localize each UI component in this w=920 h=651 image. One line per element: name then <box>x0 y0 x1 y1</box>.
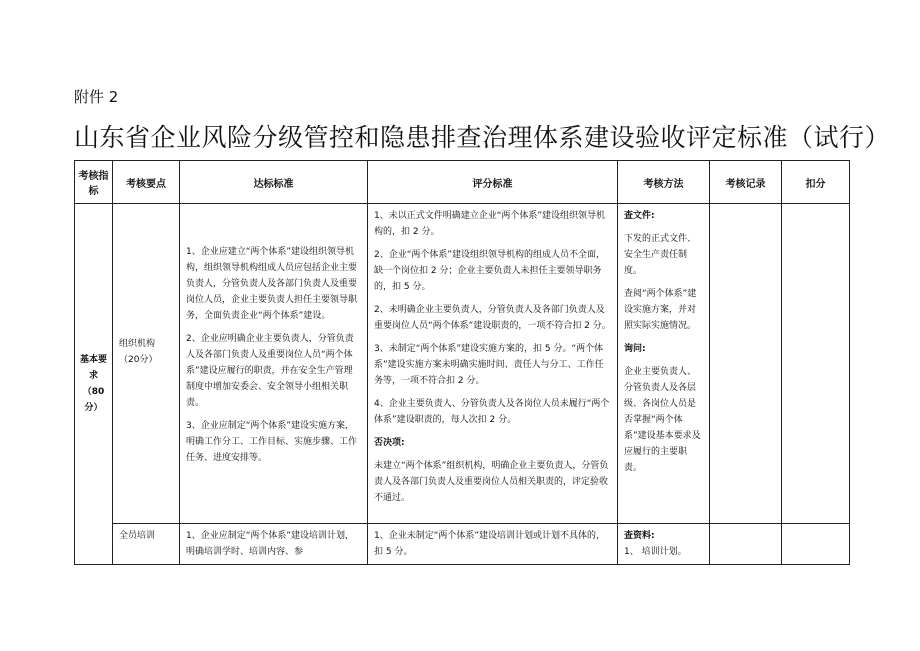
header-deduction: 扣分 <box>782 161 850 204</box>
veto-text: 未建立“两个体系”组织机构，明确企业主要负责人，分管负责人及各部门负责人及重要岗位人员相关职责的，评定验收不通过。 <box>374 461 609 503</box>
document-title: 山东省企业风险分级管控和隐患排查治理体系建设验收评定标准（试行） <box>74 123 891 152</box>
scoring-item: 1、未以正式文件明确建立企业“两个体系”建设组织领导机构的，扣 2 分。 <box>374 211 606 237</box>
table-row <box>75 204 850 524</box>
method-item: 1、 培训计划。 <box>624 547 687 557</box>
scoring-item: 2、未明确企业主要负责人，分管负责人及各部门负责人及重要岗位人员“两个体系”建设职责的，一项不符合扣 2 分。 <box>374 305 611 331</box>
attachment-label: 附件 2 <box>74 88 119 106</box>
standard-cell: 1、企业应制定“两个体系”建设培训计划，明确培训学时、培训内容、参 <box>180 524 368 565</box>
header-scoring: 评分标准 <box>368 161 618 204</box>
header-point: 考核要点 <box>113 161 180 204</box>
point-score: （20分） <box>119 355 158 365</box>
point-training: 全员培训 <box>113 524 180 565</box>
record-cell <box>710 204 782 524</box>
deduction-cell <box>782 524 850 565</box>
method-cell <box>618 204 710 524</box>
scoring-item: 2、企业“两个体系”建设组织领导机构的组成人员不全面，缺一个岗位扣 2 分；企业主要负责人未担任主要领导职务的，扣 5 分。 <box>374 250 606 292</box>
method-doc-item: 查阅“两个体系”建设实施方案，并对照实际实施情况。 <box>624 289 697 331</box>
point-name: 组织机构 <box>119 339 156 349</box>
method-doc-label: 查文件: <box>624 211 655 221</box>
standard-item: 2、企业应明确企业主要负责人，分管负责人及各部门负责人及重要岗位人员“两个体系”建设应履行的职责，并在安全生产管理制度中增加安委会、安全领导小组相关职责。 <box>186 334 354 408</box>
record-cell <box>710 524 782 565</box>
header-method: 考核方法 <box>618 161 710 204</box>
scoring-item: 4、企业主要负责人、分管负责人及各岗位人员未履行“两个体系”建设职责的，每人次扣 2 分。 <box>374 399 610 425</box>
method-ask-text: 企业主要负责人、分管负责人及各层级、各岗位人员是否掌握“两个体系”建设基本要求及应履行的主要职责。 <box>624 367 701 473</box>
method-doc-item: 下发的正式文件、安全生产责任制度。 <box>624 234 697 276</box>
header-indicator: 考核指标 <box>75 161 113 204</box>
method-label: 查资料: <box>624 531 655 541</box>
point-organization <box>113 204 180 524</box>
scoring-item: 3、未制定“两个体系”建设实施方案的，扣 5 分。“两个体系”建设实施方案未明确实施时间、责任人与分工、工作任务等，一项不符合扣 2 分。 <box>374 344 604 386</box>
header-standard: 达标标准 <box>180 161 368 204</box>
header-record: 考核记录 <box>710 161 782 204</box>
table-row <box>75 524 850 565</box>
evaluation-table <box>74 160 850 565</box>
table-header-row <box>75 161 850 204</box>
scoring-cell <box>368 204 618 524</box>
veto-label: 否决项: <box>374 438 405 448</box>
deduction-cell <box>782 204 850 524</box>
method-ask-label: 询问: <box>624 344 646 354</box>
indicator-basic: 基本要求（80分） <box>75 204 113 565</box>
scoring-cell: 1、企业未制定“两个体系”建设培训计划或计划不具体的，扣 5 分。 <box>368 524 618 565</box>
standard-item: 1、企业应建立“两个体系”建设组织领导机构，组织领导机构组成人员应包括企业主要负责人，分管负责人及各部门负责人及重要岗位人员，企业主要负责人担任主要领导职务，全面负责企业“两个体系”建设。 <box>186 247 358 321</box>
standard-cell <box>180 204 368 524</box>
standard-item: 3、企业应制定“两个体系”建设实施方案，明确工作分工、工作目标、实施步骤、工作任务、进度安排等。 <box>186 421 358 463</box>
method-cell <box>618 524 710 565</box>
